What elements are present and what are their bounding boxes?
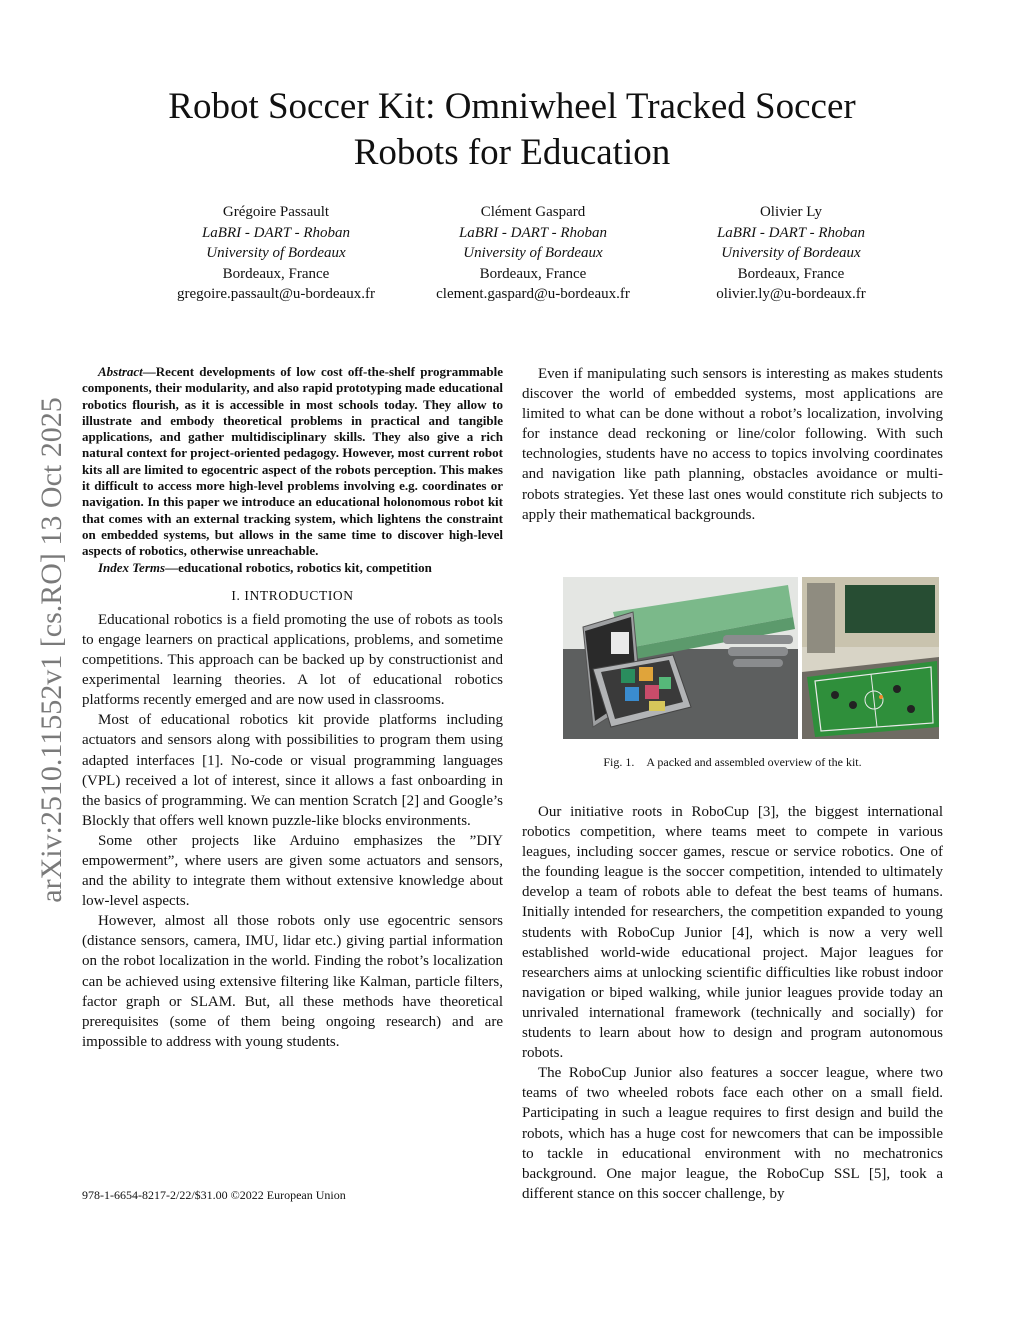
author-name: Olivier Ly bbox=[759, 204, 823, 220]
index-terms bbox=[82, 560, 503, 576]
packed-kit-photo bbox=[563, 577, 798, 739]
author-block-2 bbox=[383, 202, 683, 305]
author-university: University of Bordeaux bbox=[721, 245, 861, 261]
intro-paragraph: Some other projects like Arduino emphasizes the ”DIY empowerment”, where users are given some actuators and sensors, and the ability to integrate them without extensive knowledge about low-level aspects. bbox=[82, 832, 503, 910]
body-paragraph: Even if manipulating such sensors is interesting as makes students discover the world of embedded systems, most applications are limited to what can be done without a robot’s localization, involving for instance dead reckoning or line/color following. With such technologies, students have no access to topics involving coordinates and navigation like path planning, obstacles avoidance or multi-robots strategies. Yet these last ones would constitute rich subjects to apply their mathematical backgrounds. bbox=[522, 366, 943, 523]
author-university: University of Bordeaux bbox=[206, 245, 346, 261]
author-location: Bordeaux, France bbox=[222, 265, 330, 282]
author-university: University of Bordeaux bbox=[463, 245, 603, 261]
copyright-footer: 978-1-6654-8217-2/22/$31.00 ©2022 European Union bbox=[82, 1188, 346, 1202]
right-column-top bbox=[522, 364, 943, 525]
intro-paragraph: Educational robotics is a field promoting the use of robots as tools to engage learners on practical applications, problems, and sometime competitions. This approach can be backed up by constructionist and experimental learning theories. A lot of educational robotics platforms recently emerged and are now used in classrooms. bbox=[82, 611, 503, 709]
index-terms-text: —educational robotics, robotics kit, competition bbox=[165, 559, 432, 575]
kit-photo-composite bbox=[563, 577, 939, 739]
author-affiliation: LaBRI - DART - Rhoban bbox=[201, 224, 351, 241]
author-block-1 bbox=[126, 202, 426, 305]
section-heading-introduction: I. INTRODUCTION bbox=[231, 587, 354, 603]
figure-caption-text: A packed and assembled overview of the kit. bbox=[646, 755, 862, 769]
author-email: olivier.ly@u-bordeaux.fr bbox=[716, 286, 866, 302]
title-line-1: Robot Soccer Kit: Omniwheel Tracked Soccer bbox=[168, 86, 856, 127]
author-name: Clément Gaspard bbox=[480, 204, 586, 220]
author-email: gregoire.passault@u-bordeaux.fr bbox=[177, 286, 375, 302]
title-line-2: Robots for Education bbox=[353, 132, 671, 173]
figure-1-caption bbox=[522, 755, 943, 770]
author-location: Bordeaux, France bbox=[737, 265, 845, 282]
right-column-bottom bbox=[522, 802, 943, 1204]
author-email: clement.gaspard@u-bordeaux.fr bbox=[436, 286, 630, 302]
author-location: Bordeaux, France bbox=[479, 265, 587, 282]
abstract-text: —Recent developments of low cost off-the-shelf programmable components, their modularity, and also rapid prototyping made educational robotics flourish, as it is accessible in most schools today. They allow to illustrate and embody theoretical problems in practical and tangible applications, and gather multidisciplinary skills. They also give a rich natural context for project-oriented pedagogy. However, most current robot kits all are limited to egocentric aspect of the robots perception. This makes it difficult to access more high-level problems involving e.g. coordinates or navigation. In this paper we introduce an educational holonomous robot kit that comes with an external tracking system, which lightens the constraint on embedded systems, but allows in the same time to discover high-level aspects of robotics, otherwise unreachable. bbox=[82, 364, 503, 559]
abstract bbox=[82, 364, 503, 560]
intro-paragraph: However, almost all those robots only use egocentric sensors (distance sensors, camera, IMU, lidar etc.) giving partial information on the robot localization in the world. Finding the robot’s localization can be achieved using extensive filtering like Kalman, particle filters, factor graph or SLAM. But, all these methods have theoretical prerequisites (some of them being ongoing research) and are impossible to address with young students. bbox=[82, 913, 503, 1050]
author-affiliation: LaBRI - DART - Rhoban bbox=[716, 224, 866, 241]
left-column bbox=[82, 364, 503, 1052]
figure-number: Fig. 1. bbox=[603, 755, 635, 769]
figure-1-kit-photos bbox=[563, 577, 939, 739]
intro-paragraph: Most of educational robotics kit provide platforms including actuators and sensors along with possibilities to program them using adapted interfaces [1]. No-code or visual programming languages (VPL) received a lot of interest, since it allows a fast onboarding in the basics of programming. We can mention Scratch [2] and Google’s Blockly that offers well known puzzle-like blocks environments. bbox=[82, 712, 503, 829]
author-block-3 bbox=[641, 202, 941, 305]
assembled-field-photo bbox=[802, 577, 939, 739]
body-paragraph: The RoboCup Junior also features a soccer league, where two teams of two wheeled robots face each other on a small field. Participating in such a league requires to first design and build the robots, which has a huge cost for newcomers that can be impossible to tackle in educational environment with no mechatronics background. One major league, the RoboCup SSL [5], took a different stance on this soccer challenge, by bbox=[522, 1065, 943, 1202]
paper-title bbox=[100, 84, 924, 176]
author-affiliation: LaBRI - DART - Rhoban bbox=[458, 224, 608, 241]
body-paragraph: Our initiative roots in RoboCup [3], the biggest international robotics competition, where teams meet to compete in various leagues, including soccer games, rescue or service robotics. One of the founding league is the soccer competition, intended to ultimately develop a team of robots able to defeat the best teams of humans. Initially intended for researchers, the competition expanded to young students with RoboCup Junior [4], which is now a very well established world-wide educational project. Major leagues for researchers aims at unlocking scientific difficulties like robust indoor navigation or biped walking, while junior leagues provide today an unrivaled international framework (technically and socially) for students to learn about how to design and program autonomous robots. bbox=[522, 804, 943, 1062]
index-terms-label: Index Terms bbox=[98, 559, 166, 575]
abstract-label: Abstract bbox=[98, 364, 143, 379]
arxiv-identifier: arXiv:2510.11552v1 [cs.RO] 13 Oct 2025 bbox=[35, 397, 68, 903]
author-name: Grégoire Passault bbox=[222, 204, 330, 220]
